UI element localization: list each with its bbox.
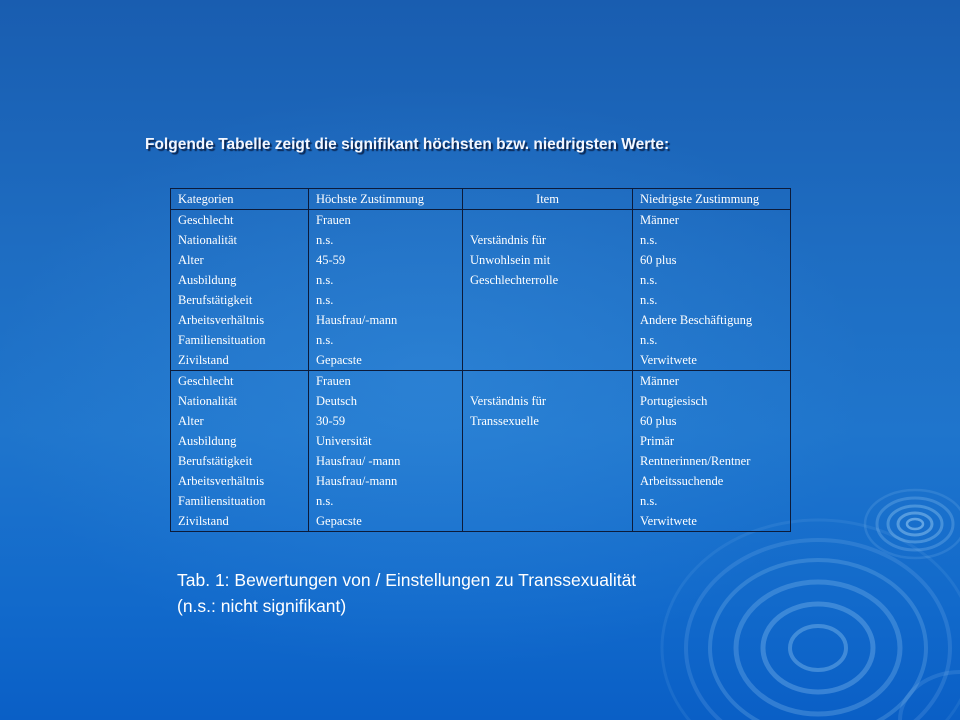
highest-value: Hausfrau/-mann xyxy=(316,474,398,488)
category-label: Berufstätigkeit xyxy=(178,454,253,468)
category-label: Geschlecht xyxy=(178,374,234,388)
lowest-value: Verwitwete xyxy=(640,514,697,528)
category-label: Alter xyxy=(178,253,204,267)
ripple-ring xyxy=(790,626,846,670)
highest-value: 30-59 xyxy=(316,414,346,428)
category-label: Nationalität xyxy=(178,233,238,247)
lowest-value: Verwitwete xyxy=(640,353,697,367)
category-label: Familiensituation xyxy=(178,494,266,508)
item-cell xyxy=(463,371,633,532)
slide-heading: Folgende Tabelle zeigt die signifikant höchsten bzw. niedrigsten Werte: xyxy=(145,136,670,153)
lowest-value: Rentnerinnen/Rentner xyxy=(640,454,751,468)
lowest-value: Männer xyxy=(640,213,679,227)
lowest-value: n.s. xyxy=(640,293,658,307)
item-line: Verständnis für xyxy=(470,394,547,408)
category-cell xyxy=(171,371,309,532)
highest-value: Hausfrau/-mann xyxy=(316,313,398,327)
highest-value: Gepacste xyxy=(316,514,362,528)
highest-value: n.s. xyxy=(316,233,334,247)
item-line: Verständnis für xyxy=(470,233,547,247)
highest-value: n.s. xyxy=(316,333,334,347)
item-line: Geschlechterrolle xyxy=(470,273,559,287)
highest-value: n.s. xyxy=(316,293,334,307)
ripple-ring xyxy=(898,513,932,535)
category-label: Ausbildung xyxy=(178,434,237,448)
header-lowest: Niedrigste Zustimmung xyxy=(633,189,791,210)
caption-line-title: Tab. 1: Bewertungen von / Einstellungen zu Transsexualität xyxy=(177,570,637,590)
category-label: Nationalität xyxy=(178,394,238,408)
lowest-value: n.s. xyxy=(640,333,658,347)
lowest-value: 60 plus xyxy=(640,253,677,267)
category-label: Zivilstand xyxy=(178,514,229,528)
highest-value: Universität xyxy=(316,434,372,448)
lowest-value: Portugiesisch xyxy=(640,394,708,408)
item-cell xyxy=(463,210,633,371)
header-category: Kategorien xyxy=(171,189,309,210)
highest-value: Gepacste xyxy=(316,353,362,367)
lowest-value: n.s. xyxy=(640,494,658,508)
header-highest: Höchste Zustimmung xyxy=(309,189,463,210)
lowest-value: n.s. xyxy=(640,233,658,247)
table-header-row xyxy=(171,189,791,210)
lowest-cell xyxy=(633,210,791,371)
ripple-ring xyxy=(763,604,873,692)
results-table xyxy=(170,188,791,532)
category-label: Geschlecht xyxy=(178,213,234,227)
lowest-value: n.s. xyxy=(640,273,658,287)
highest-value: 45-59 xyxy=(316,253,346,267)
table-row xyxy=(171,371,791,532)
category-label: Ausbildung xyxy=(178,273,237,287)
lowest-value: Arbeitssuchende xyxy=(640,474,724,488)
category-label: Alter xyxy=(178,414,204,428)
category-cell xyxy=(171,210,309,371)
ripple-ring xyxy=(907,519,923,529)
highest-cell xyxy=(309,371,463,532)
lowest-value: Andere Beschäftigung xyxy=(640,313,753,327)
highest-cell xyxy=(309,210,463,371)
highest-value: n.s. xyxy=(316,273,334,287)
category-label: Zivilstand xyxy=(178,353,229,367)
highest-value: n.s. xyxy=(316,494,334,508)
category-label: Arbeitsverhältnis xyxy=(178,474,265,488)
category-label: Berufstätigkeit xyxy=(178,293,253,307)
item-line: Unwohlsein mit xyxy=(470,253,551,267)
lowest-value: Männer xyxy=(640,374,679,388)
highest-value: Hausfrau/ -mann xyxy=(316,454,401,468)
table-caption xyxy=(177,567,636,619)
lowest-cell xyxy=(633,371,791,532)
lowest-value: Primär xyxy=(640,434,675,448)
lowest-value: 60 plus xyxy=(640,414,677,428)
highest-value: Frauen xyxy=(316,213,351,227)
item-line: Transsexuelle xyxy=(470,414,539,428)
caption-line-note: (n.s.: nicht signifikant) xyxy=(177,596,347,616)
highest-value: Frauen xyxy=(316,374,351,388)
table-row xyxy=(171,210,791,371)
category-label: Arbeitsverhältnis xyxy=(178,313,265,327)
category-label: Familiensituation xyxy=(178,333,266,347)
highest-value: Deutsch xyxy=(316,394,357,408)
header-item: Item xyxy=(463,189,633,210)
